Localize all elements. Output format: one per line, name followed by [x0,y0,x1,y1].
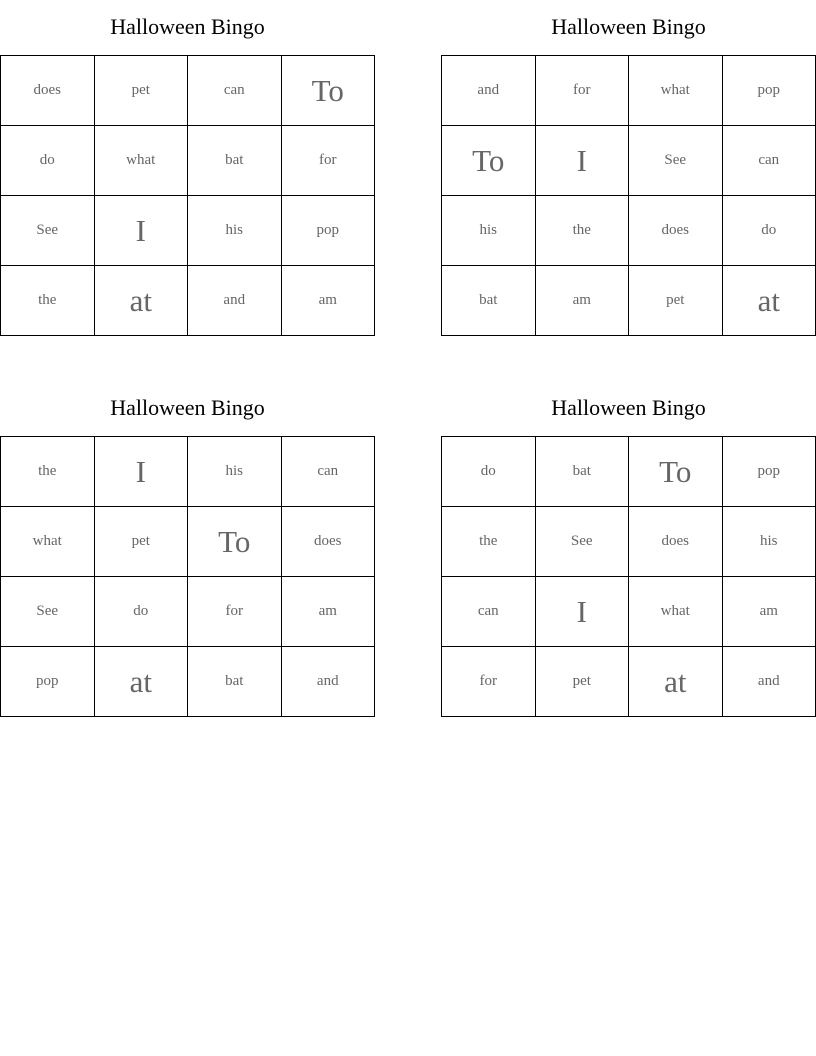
bingo-card-title: Halloween Bingo [110,14,265,39]
bingo-cell: at [629,647,723,717]
bingo-row [442,196,816,266]
bingo-cell: and [188,266,282,336]
bingo-cell: what [1,507,95,577]
bingo-row [1,56,375,126]
bingo-cell: do [722,196,816,266]
bingo-row [442,266,816,336]
bingo-cell: does [281,507,375,577]
bingo-cell: bat [535,437,629,507]
bingo-cell: his [722,507,816,577]
bingo-cell: See [1,577,95,647]
bingo-cell: pet [629,266,723,336]
bingo-grid [441,55,816,336]
bingo-cell: his [188,196,282,266]
bingo-cell: I [535,126,629,196]
bingo-cell: pet [94,56,188,126]
bingo-cell: can [281,437,375,507]
bingo-cell: and [722,647,816,717]
bingo-cell: To [629,437,723,507]
bingo-grid [441,436,816,717]
bingo-cell: bat [442,266,536,336]
bingo-cell: for [442,647,536,717]
bingo-row [1,507,375,577]
bingo-cell: the [535,196,629,266]
bingo-cell: am [535,266,629,336]
bingo-cell: his [442,196,536,266]
bingo-row [1,437,375,507]
bingo-cell: can [442,577,536,647]
bingo-cell: can [188,56,282,126]
bingo-cell: for [188,577,282,647]
bingo-cell: am [281,577,375,647]
bingo-cell: for [535,56,629,126]
bingo-cell: I [535,577,629,647]
bingo-cell: pet [535,647,629,717]
bingo-row [442,507,816,577]
bingo-cell: does [629,196,723,266]
bingo-cell: what [629,56,723,126]
bingo-row [442,56,816,126]
bingo-cell: bat [188,126,282,196]
bingo-row [442,647,816,717]
bingo-cell: pop [281,196,375,266]
bingo-row [1,196,375,266]
bingo-cell: his [188,437,282,507]
bingo-cell: and [442,56,536,126]
bingo-cell: To [281,56,375,126]
bingo-cell: To [188,507,282,577]
bingo-cell: am [281,266,375,336]
bingo-row [1,647,375,717]
bingo-cell: pop [722,437,816,507]
bingo-cell: See [1,196,95,266]
bingo-cell: See [535,507,629,577]
bingo-cell: what [94,126,188,196]
bingo-cell: am [722,577,816,647]
bingo-cell: at [94,647,188,717]
bingo-cell: does [1,56,95,126]
bingo-cell: do [442,437,536,507]
bingo-cell: the [442,507,536,577]
bingo-cell: the [1,266,95,336]
bingo-row [1,266,375,336]
bingo-cell: at [722,266,816,336]
bingo-cell: pop [1,647,95,717]
bingo-card-title: Halloween Bingo [551,395,706,420]
bingo-row [1,577,375,647]
bingo-cell: bat [188,647,282,717]
bingo-row [442,577,816,647]
bingo-row [442,437,816,507]
bingo-cell: pet [94,507,188,577]
bingo-cell: do [1,126,95,196]
bingo-cell: what [629,577,723,647]
bingo-cell: and [281,647,375,717]
bingo-grid [0,436,375,717]
bingo-row [1,126,375,196]
bingo-cell: can [722,126,816,196]
bingo-cell: See [629,126,723,196]
bingo-cell: do [94,577,188,647]
bingo-cell: I [94,196,188,266]
bingo-grid [0,55,375,336]
bingo-cell: the [1,437,95,507]
bingo-card-title: Halloween Bingo [551,14,706,39]
bingo-cell: To [442,126,536,196]
bingo-card-title: Halloween Bingo [110,395,265,420]
bingo-cell: pop [722,56,816,126]
bingo-cell: does [629,507,723,577]
bingo-cell: I [94,437,188,507]
bingo-row [442,126,816,196]
bingo-cell: for [281,126,375,196]
bingo-cell: at [94,266,188,336]
